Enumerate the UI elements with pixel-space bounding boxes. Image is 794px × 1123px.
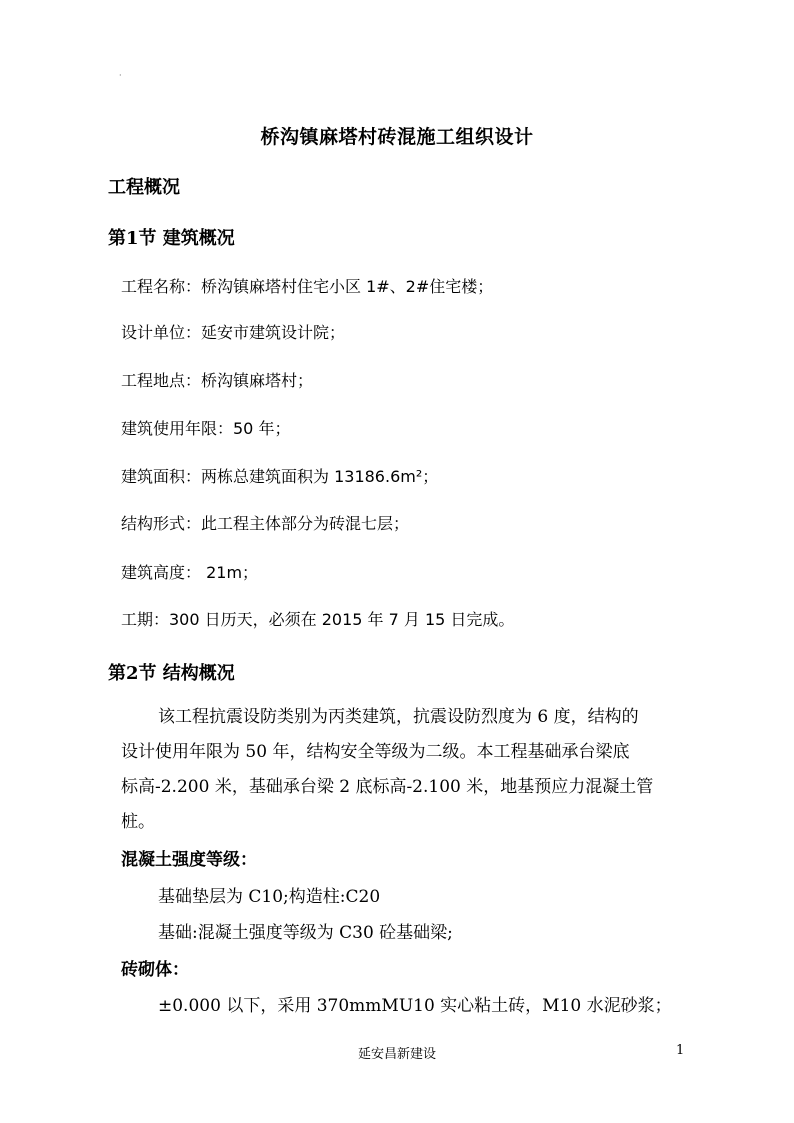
field-building-area: 建筑面积：两栋总建筑面积为 13186.6m²；: [121, 467, 439, 486]
section2-heading: 第2节 结构概况: [108, 663, 235, 684]
field-structure-form: 结构形式：此工程主体部分为砖混七层；: [121, 514, 410, 533]
paragraph-line: 设计使用年限为 50 年，结构安全等级为二级。本工程基础承台梁底: [121, 742, 630, 762]
chapter-heading: 工程概况: [108, 177, 180, 198]
masonry-heading: 砖砌体：: [121, 960, 189, 980]
structure-paragraph: [121, 700, 681, 840]
footer-company: 延安昌新建设: [357, 1047, 436, 1062]
concrete-grade-heading: 混凝土强度等级：: [121, 850, 257, 870]
paragraph-line: 标高-2.200 米，基础承台梁 2 底标高-2.100 米，地基预应力混凝土管: [121, 777, 654, 797]
page-mark: ·: [119, 71, 122, 80]
field-project-name: 工程名称：桥沟镇麻塔村住宅小区 1#、2#住宅楼；: [121, 277, 494, 296]
masonry-line: ±0.000 以下，采用 370mmMU10 实心粘土砖，M10 水泥砂浆；: [158, 996, 672, 1016]
field-building-height: 建筑高度： 21m；: [121, 563, 259, 582]
section1-heading: 第1节 建筑概况: [108, 228, 235, 249]
field-project-location: 工程地点：桥沟镇麻塔村；: [121, 371, 314, 390]
concrete-line: 基础垫层为 C10;构造柱:C20: [158, 887, 381, 907]
page-number: 1: [676, 1043, 685, 1058]
concrete-line: 基础:混凝土强度等级为 C30 砼基础梁;: [158, 923, 453, 943]
paragraph-line: 桩。: [121, 812, 155, 832]
field-design-unit: 设计单位：延安市建筑设计院；: [121, 323, 346, 342]
field-construction-period: 工期：300 日历天，必须在 2015 年 7 月 15 日完成。: [121, 610, 515, 629]
paragraph-line: 该工程抗震设防类别为丙类建筑，抗震设防烈度为 6 度，结构的: [158, 707, 639, 727]
field-service-life: 建筑使用年限：50 年；: [121, 419, 291, 438]
document-title: 桥沟镇麻塔村砖混施工组织设计: [260, 126, 534, 148]
